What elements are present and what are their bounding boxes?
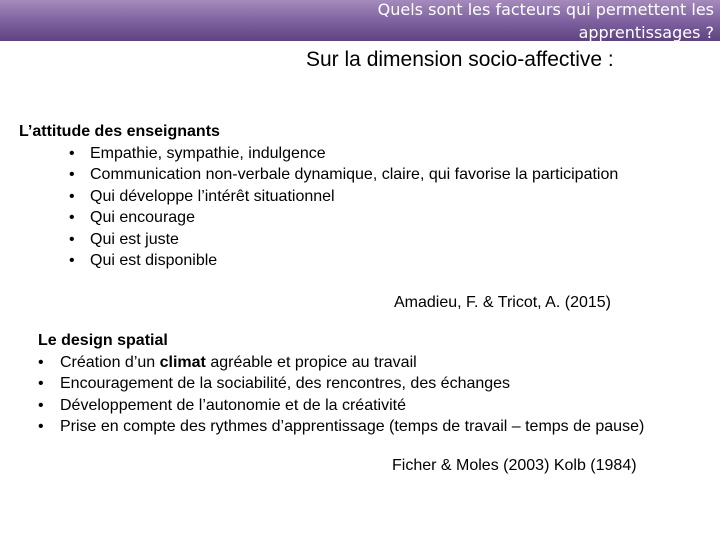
bullet-icon: • — [38, 353, 44, 371]
list-item-text-prefix: Création d’un — [60, 353, 160, 371]
list-item-text: Prise en compte des rythmes d’apprentissage (temps de travail – temps de pause) — [60, 418, 645, 435]
emphasis-text: climat — [159, 353, 206, 371]
section-heading: L’attitude des enseignants — [19, 123, 220, 140]
list-item-text: Communication non-verbale dynamique, claire, qui favorise la participation — [90, 166, 619, 183]
title-banner — [0, 0, 720, 41]
bullet-icon: • — [69, 187, 75, 205]
list-item — [69, 164, 618, 186]
list-item-text: Empathie, sympathie, indulgence — [90, 144, 326, 162]
citation: Amadieu, F. & Tricot, A. (2015) — [394, 294, 611, 311]
spatial-design-section — [38, 330, 644, 438]
list-item-text: Développement de l’autonomie et de la créativité — [60, 396, 406, 414]
bullet-icon: • — [69, 166, 75, 183]
citation: Ficher & Moles (2003) Kolb (1984) — [392, 457, 637, 474]
teacher-attitude-section — [19, 121, 618, 272]
slide-subtitle: Sur la dimension socio-affective : — [306, 48, 614, 71]
list-item — [69, 250, 618, 272]
list-item-text-suffix: agréable et propice au travail — [205, 353, 417, 371]
bullet-icon: • — [69, 230, 75, 248]
list-item — [38, 352, 644, 374]
bullet-list — [38, 352, 644, 438]
list-item — [38, 416, 644, 438]
list-item-text: Qui est juste — [90, 230, 179, 248]
bullet-icon: • — [69, 144, 75, 162]
bullet-icon: • — [38, 418, 44, 435]
list-item — [69, 229, 618, 251]
bullet-icon: • — [38, 375, 44, 392]
list-item-text: Encouragement de la sociabilité, des rencontres, des échanges — [60, 375, 511, 392]
list-item — [38, 373, 644, 395]
bullet-icon: • — [38, 396, 44, 414]
slide-title: Quels sont les facteurs qui permettent les apprentissages ? — [377, 0, 714, 41]
list-item-text: Qui est disponible — [90, 252, 218, 269]
bullet-icon: • — [69, 252, 75, 269]
bullet-icon: • — [69, 209, 75, 226]
list-item — [69, 207, 618, 229]
list-item — [69, 186, 618, 208]
list-item-text: Qui encourage — [90, 209, 195, 226]
list-item — [38, 395, 644, 417]
list-item-text: Qui développe l’intérêt situationnel — [90, 187, 335, 205]
bullet-list — [69, 143, 618, 272]
section-heading: Le design spatial — [38, 332, 168, 349]
list-item — [69, 143, 618, 165]
